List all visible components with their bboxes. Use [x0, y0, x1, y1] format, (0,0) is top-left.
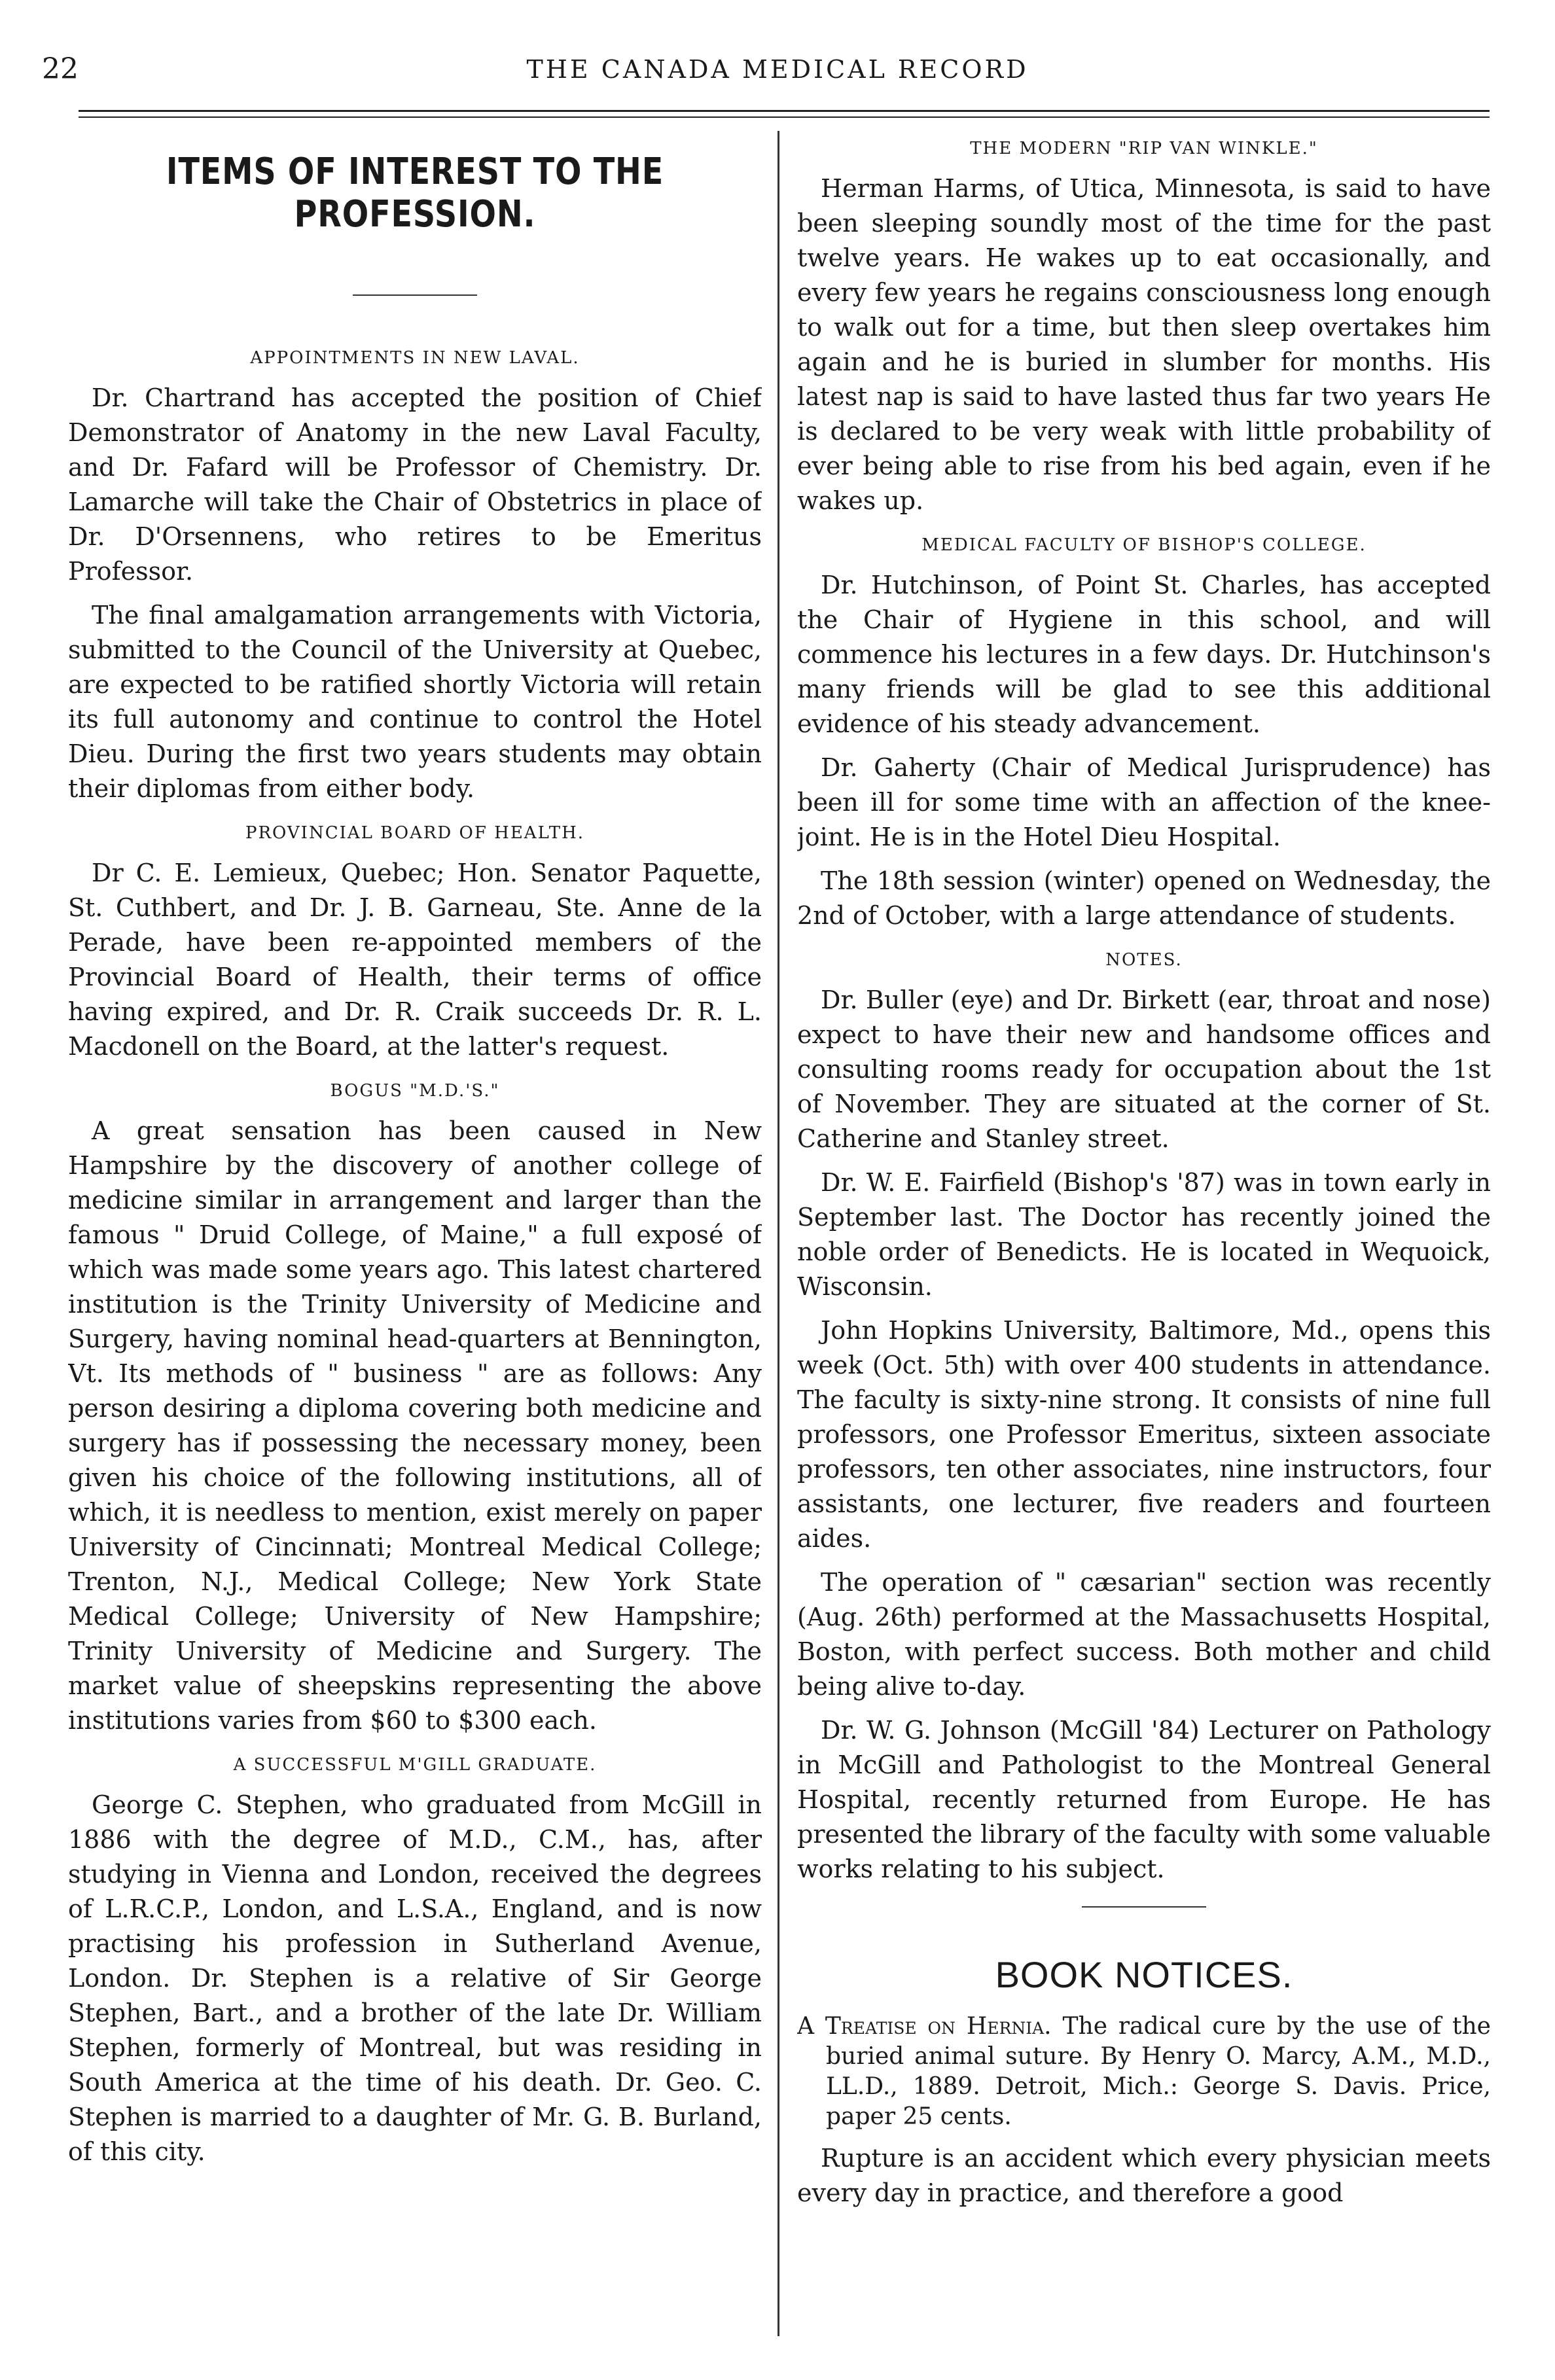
- book-entry-title: A Treatise on Hernia.: [797, 2013, 1052, 2040]
- paragraph: Dr. Buller (eye) and Dr. Birkett (ear, throat and nose) expect to have their new and handsome offices and consulting rooms ready for occupation about the 1st of November. They are situated at the corner of St. Catherine and Stanley street.: [797, 986, 1491, 1153]
- paragraph: Dr. W. E. Fairfield (Bishop's '87) was in town early in September last. The Doctor has recently joined the noble order of Benedicts. He is located in Wequoick, Wisconsin.: [797, 1168, 1491, 1301]
- book-notices-heading: BOOK NOTICES.: [995, 1954, 1293, 1995]
- subhead-bishops-college: MEDICAL FACULTY OF BISHOP'S COLLEGE.: [921, 535, 1367, 555]
- left-column: [68, 131, 762, 2349]
- paragraph: Herman Harms, of Utica, Minnesota, is said to have been sleeping soundly most of the time for the past twelve years. He wakes up to eat occasionally, and every few years he regains consciousness long enough to walk out for a time, but then sleep overtakes him again and he is buried in slumber for months. His latest nap is said to have lasted thus far two years He is declared to be very weak with little probability of ever being able to rise from his bed again, even if he wakes up.: [797, 174, 1491, 515]
- heading-rule: [353, 294, 477, 296]
- book-entry-text: The radical cure by the use of the buried animal suture. By Henry O. Marcy, A.M., M.D., LL.D., 1889. Detroit, Mich.: George S. Davis. Price, paper 25 cents.: [826, 2013, 1491, 2130]
- paragraph: Dr. Chartrand has accepted the position of Chief Demonstrator of Anatomy in the new Laval Faculty, and Dr. Fafard will be Professor of Chemistry. Dr. Lamarche will take the Chair of Obstetrics in place of Dr. D'Orsennens, who retires to be Emeritus Professor.: [68, 383, 762, 586]
- page-number: 22: [42, 52, 79, 86]
- paragraph: Dr. W. G. Johnson (McGill '84) Lecturer on Pathology in McGill and Pathologist to the Montreal General Hospital, recently returned from Europe. He has presented the library of the faculty with some valuable works relating to his subject.: [797, 1716, 1491, 1883]
- section-heading: ITEMS OF INTEREST TO THE PROFESSION.: [166, 151, 664, 236]
- paragraph: George C. Stephen, who graduated from McGill in 1886 with the degree of M.D., C.M., has, after studying in Vienna and London, received the degrees of L.R.C.P., London, and L.S.A., England, and is now practising his profession in Sutherland Avenue, London. Dr. Stephen is a relative of Sir George Stephen, Bart., and a brother of the late Dr. William Stephen, formerly of Montreal, but was residing in South America at the time of his death. Dr. Geo. C. Stephen is married to a daughter of Mr. G. B. Burland, of this city.: [68, 1790, 762, 2166]
- paragraph: The final amalgamation arrangements with Victoria, submitted to the Council of the University at Quebec, are expected to be ratified shortly Victoria will retain its full autonomy and continue to control the Hotel Dieu. During the first two years students may obtain their diplomas from either body.: [68, 601, 762, 803]
- subhead-notes: NOTES.: [1105, 950, 1183, 970]
- header-rule: [79, 110, 1490, 112]
- column-divider: [777, 131, 779, 2336]
- paragraph: Rupture is an accident which every physician meets every day in practice, and therefore a good: [797, 2144, 1491, 2207]
- paragraph: The operation of " cæsarian" section was recently (Aug. 26th) performed at the Massachusetts Hospital, Boston, with perfect success. Both mother and child being alive to-day.: [797, 1568, 1491, 1701]
- subhead-appointments: APPOINTMENTS IN NEW LAVAL.: [250, 348, 580, 368]
- subhead-mcgill-graduate: A SUCCESSFUL M'GILL GRADUATE.: [233, 1755, 597, 1775]
- paragraph: John Hopkins University, Baltimore, Md., opens this week (Oct. 5th) with over 400 students in attendance. The faculty is sixty-nine strong. It consists of nine full professors, one Professor Emeritus, sixteen associate professors, ten other associates, nine instructors, four assistants, one lecturer, five readers and fourteen aides.: [797, 1316, 1491, 1553]
- journal-title: THE CANADA MEDICAL RECORD: [526, 55, 1029, 84]
- running-head: [39, 52, 1516, 92]
- right-column: [797, 131, 1491, 2349]
- paragraph: A great sensation has been caused in New Hampshire by the discovery of another college of medicine similar in arrangement and larger than the famous " Druid College, of Maine," a full exposé of which was made some years ago. This latest chartered institution is the Trinity University of Medicine and Surgery, having nominal head-quarters at Bennington, Vt. Its methods of " business " are as follows: Any person desiring a diploma covering both medicine and surgery has if possessing the necessary money, been given his choice of the following institutions, all of which, it is needless to mention, exist merely on paper University of Cincinnati; Montreal Medical College; Trenton, N.J., Medical College; New York State Medical College; University of New Hampshire; Trinity University of Medicine and Surgery. The market value of sheepskins representing the above institutions varies from $60 to $300 each.: [68, 1116, 762, 1735]
- subhead-bogus-mds: BOGUS "M.D.'S.": [330, 1081, 500, 1101]
- paragraph: Dr. Hutchinson, of Point St. Charles, has accepted the Chair of Hygiene in this school, and will commence his lectures in a few days. Dr. Hutchinson's many friends will be glad to see this additional evidence of his steady advancement.: [797, 571, 1491, 738]
- paragraph: Dr C. E. Lemieux, Quebec; Hon. Senator Paquette, St. Cuthbert, and Dr. J. B. Garneau, Ste. Anne de la Perade, have been re-appointed members of the Provincial Board of Health, their terms of office having expired, and Dr. R. Craik succeeds Dr. R. L. Macdonell on the Board, at the latter's request.: [68, 859, 762, 1061]
- subhead-rip-van-winkle: THE MODERN "RIP VAN WINKLE.": [970, 139, 1318, 158]
- book-entry: [797, 2012, 1491, 2132]
- paragraph: The 18th session (winter) opened on Wednesday, the 2nd of October, with a large attendance of students.: [797, 866, 1491, 930]
- subhead-provincial-board: PROVINCIAL BOARD OF HEALTH.: [245, 823, 585, 843]
- header-rule-secondary: [79, 116, 1490, 118]
- book-notices-rule: [1082, 1906, 1206, 1908]
- paragraph: Dr. Gaherty (Chair of Medical Jurisprudence) has been ill for some time with an affection of the knee-joint. He is in the Hotel Dieu Hospital.: [797, 753, 1491, 851]
